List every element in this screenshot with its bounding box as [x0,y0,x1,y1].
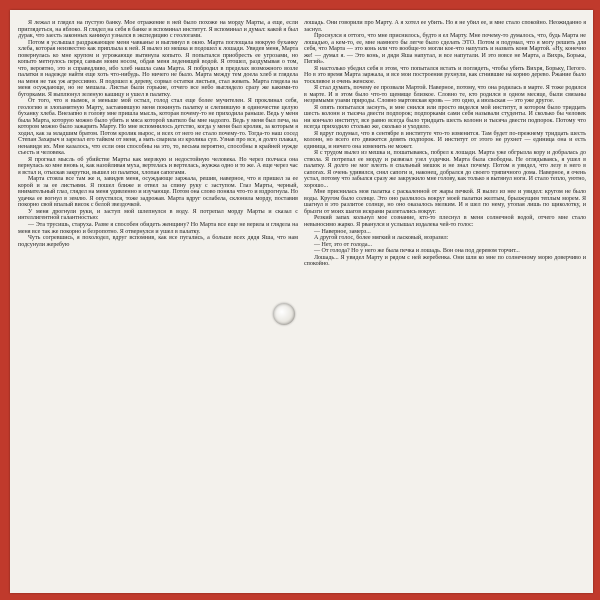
punch-hole [273,303,295,325]
paragraph: Я прогнал мысль об убийстве Марты как мерзкую и недостойную человека. Но через полчаса она вернулась ко мне вновь и, как назойливая муха, вертелась и вертелась, жужжа одно и то же. А еще через час я встал и, отыскав закрутки, вышел из палатки, хлопая сапогами. [18,156,298,176]
paragraph: лошадь. Они говорили про Марту. А я хотел ее убить. Но я не убил ее, и мне стало спокойно. Неожиданно я заснул. [304,20,586,33]
paragraph: Чуть согревшись, я похолодел, вдруг вспомнив, как все пугались, а больше всех дядя Яша, что нам подсунули жеребую [18,235,298,248]
paragraph: Лошадь... Я увидел Марту и рядом с ней жеребенка. Они шли ко мне по солнечному морю доверчиво и спокойно. [304,254,586,268]
paragraph: Я с трудом вылез из мешка и, пошатываясь, побрел к лошади. Марта уже обгрызла кору и добралась до ствола. Я потрепал ее морду и развязал узел уздечки. Марта была свободна. Не оглядываясь, я ушел в палатку. Я долго не мог влезть в спальный мешок и не знал почему. Потом я увидел, что лезу в него в сапогах. Я очень удивился, снял сапоги и, наконец, добрался до своего тряпичного дома. Наверное, я очень устал, потому что забылся сразу же закружило мне голову, как только я вытянул ноги. И стало тепло, уютно, хорошо... [304,150,586,189]
paper-sheet [10,10,593,593]
paragraph: От того, что я вымок, я меньше мой остыл, голод стал еще более мучителен. Я проклинал себя, геологию и злопамятную Марту, заставившую меня покинуть палатку и слепившую в одиночестве целую буханку хлеба. Внезапно в голову мне пришла мысль, которая почему-то не приходила раньше. Ведь у меня была Марта, которую можно было убить и мяса которой хватило бы мне надолго. Ведь у меня был печа, на котором можно было зажарить Марту. Но мне вспомнилось детство, когда у меня был кролик, за которым я ходил, как за младшим братом. Потом кролик вырос, и всех от него не стало почему-то. Тогда-то наш сосед Степан Захарыч и зарезал его тайком от меня, а мать сварила из кролика суп. Узнав про все, я долго плакал, ненавидя их. Мне казалось, что если они способны на это, то, весьма вероятно, способны в крайней нужде съесть и человека. [18,98,298,157]
paragraph: Марта стояла все там же и, завидев меня, осуждающе заржала, решив, наверное, что я пришел за ее корой и за ее листьями. Я пошел ближе и отвел за спину руку с заступом. Глаз Марты, черный, внимательный глаз, глядел на меня удивленно и изучающе. Потом она слово поняла что-то и вздрогнула. Но удачка ее вогнул в землю. Я опустился, тоже задрожав. Марта вдруг ослабела, склонила морду, поставив покорно свой впалый висок с белой звездочкой. [18,176,298,209]
paragraph: Резкий запах кольнул мое сознание, кто-то плеснул в меня солнечной водой, отчего мне стало невыносимо жарко. Я рванулся и услышал издалека чей-то голос: [304,215,586,228]
text-column-left [18,20,298,590]
paragraph: — От голода? Но у него же была печка и лошадь. Вон она под деревом торчит... [314,248,520,255]
paragraph: У меня дрогнули руки, и заступ мой шлепнулся в воду. Я потрепал морду Марты и сказал с интеллигентной галантностью: [18,208,298,222]
paragraph: — Нет, это от голода... [314,241,373,248]
paragraph: Потом я услышал раздражающее меня чавканье и выглянул в окно. Марта поглощала мокрую буханку хлеба, которая неизвестно как приплыла к ней. Я вылез из мешка и подошел к лошади. Увидев меня, Марта повернулась ко мне крупом и угрожающе вытянула копыто. Я попытался приобресть ее угрозами, но копыто метнулось перед самым моим носом, обдав меня леденящей водой. Я отошел, раздумывая о том, что, вероятно, это и справедливо, ибо хлеб нашла сама Марта. Я побродил в пределах возможного возле палатки в надежде найти еще хоть что-нибудь. Но ничего не было. Марта между тем доела хлеб и глядела на меня не так уж агрессивно. Я подошел к дереву, сорвал остатки листьев, стал жевать. Марта глядела на меня осуждающе, но не мешала. Листья были горькие, отчего все небо выглядело сразу же какими-то бугорками. Я выплюнул зеленую кашицу и ушел в палатку. [18,39,298,98]
text-column-right [304,20,586,590]
paragraph: Проснулся я оттого, что мне приснилось, будто я ел Марту. Мне почему-то думалось, что, будь Марта не лошадью, а кем-то, ее, мне намного бы легче было сделать ЭТО. Потом я подумал, что я могу решить для себя, что Марта — это конь или что вообще-то могли кое-что напутать и назвать коня Мартой. «Ну, конечно же! — думал я. — Это конь, и дядя Яша напутал, и все напутали. И это вовсе не Марта, а Вихрь, Борька, Пегий». [304,33,586,66]
paragraph: — Наверное, замерз... [314,228,371,235]
paragraph: Я настолько убедил себя в этом, что попытался встать и поглядеть, чтобы убить Вихря, Борьку, Пегого. Но в это время Марта заржала, и все мои построения рухнули, как сгнившие на корню дерево. Ржание было тоскливое и очень женское. [304,65,586,85]
paragraph: Мне приснилась моя палатка с раскаленной от жары печкой. Я вылез из нее и увидел: кругом не было воды. Кругом было солнце. Это оно разлилось вокруг моей палатки желтым, брызжущим теплым морем. Я шагнул в это разлитое солнце, но оно оказалось мелким. И я шел по нему, утопая лишь по щиколотку, и брызги от моих шагов искрами разлетались вокруг. [304,189,586,215]
paragraph: Я опять попытался заснуть, и мне снился или просто виделся мой институт, в котором было тридцать шесть колонн и тысяча двести подпорок; подпорками сами себя называли студенты. И сколько бы человек ни кончало институт, все равно всегда было тридцать шесть колонн и тысяча двести подпорок. Потому что всегда приходило столько же, сколько и уходило. [304,104,586,131]
paragraph: Я лежал и глядел на пустую банку. Мое отражение в ней было похоже на морду Марты, а еще, если приглядеться, на яблоко. Я глядел на себя в банке и вспоминал институт. Я вспоминал и думал: какой я был дурак, что заесть законных канику́л узнался в экспедицию с геологами. [18,20,298,40]
paragraph: — Эта трусишь, старуха. Разве я способен обидеть женщину? Но Марта все еще не верила и глядела на меня все так же покорно и безропотно. Я отвернулся и ушел в палатку. [18,221,298,235]
paragraph: А другой голос, более мягкий и ласковый, возразил: [314,235,449,242]
paragraph: Я стал думать, почему ее прозвали Мартой. Наверное, потому, что она родилась в марте. Я тоже родился в марте. И в этом было что-то щемяще близкое. Словно те, кто родился в одном месяце, были связаны незримыми узами природы. Словно мартовская кровь — это одно, а июльская — это уже другое. [304,85,586,105]
paragraph: Я вдруг подумал, что в сентябре в институте что-то изменится. Там будет по-прежнему тридцать шесть колонн, но всего его движется девять подпорок. И институт от этого не рухнет — единица она и есть единица, и ничего она изменить не может. [304,130,586,150]
